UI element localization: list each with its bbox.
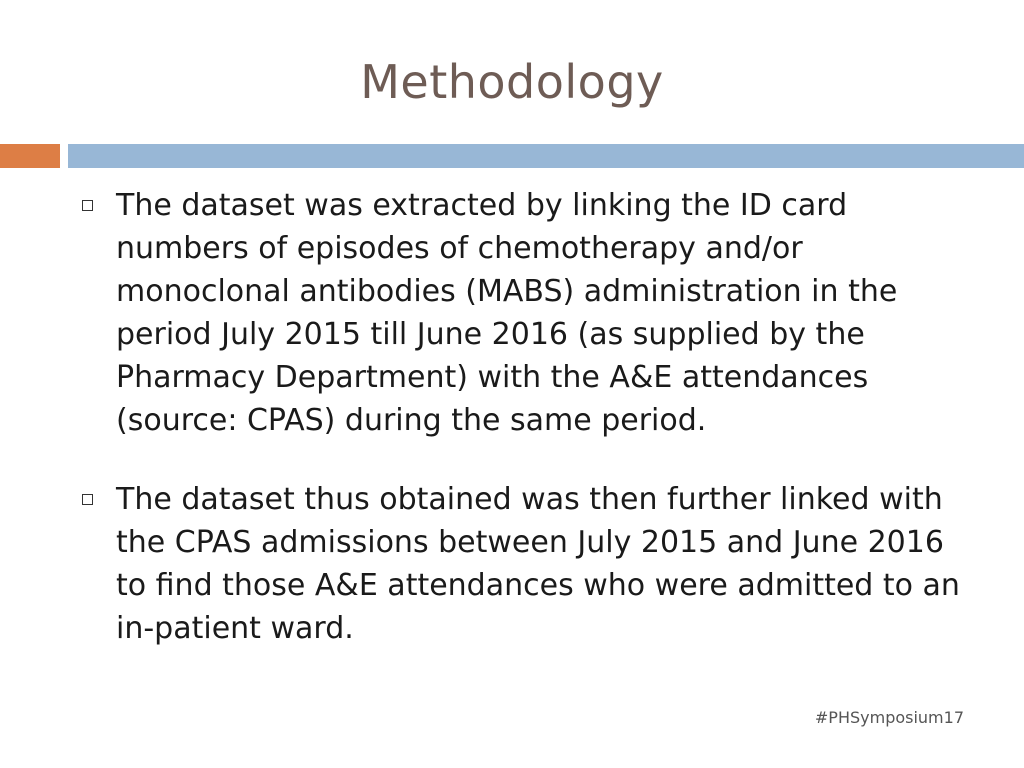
footer-hashtag: #PHSymposium17 — [814, 708, 964, 727]
bullet-item — [80, 184, 980, 442]
accent-bar-blue — [68, 144, 1024, 168]
bullet-text: The dataset thus obtained was then further linked with the CPAS admissions between July 2015 and June 2016 to find those A&E attendances who were admitted to an in-patient ward. — [116, 482, 960, 646]
square-bullet-icon — [82, 494, 93, 505]
slide-title: Methodology — [360, 55, 664, 109]
bullet-item — [80, 478, 980, 650]
bullet-list — [80, 184, 980, 686]
square-bullet-icon — [82, 200, 93, 211]
accent-bar-orange — [0, 144, 60, 168]
bullet-text: The dataset was extracted by linking the ID card numbers of episodes of chemotherapy and/or monoclonal antibodies (MABS) administration in the period July 2015 till June 2016 (as supplied by the Pharmacy Department) with the A&E attendances (source: CPAS) during the same period. — [116, 188, 898, 438]
